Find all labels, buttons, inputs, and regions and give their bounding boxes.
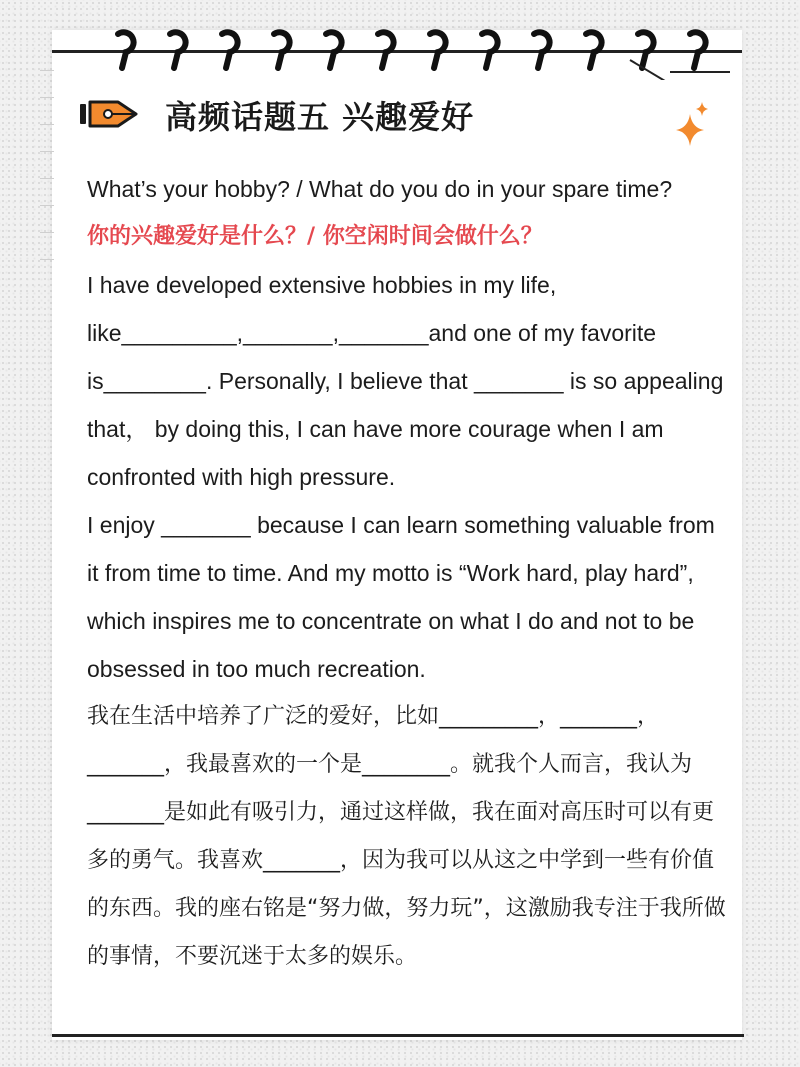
answer-english-paragraph-2: I enjoy _______ because I can learn something valuable from it from time to time. And my motto is “Work hard, play hard”, which inspires me to concentrate on what I do and not to be obsessed in too much recreation. (87, 512, 715, 682)
question-english: What’s your hobby? / What do you do in your spare time? (87, 176, 673, 202)
essay-content (87, 165, 727, 981)
torn-corner (560, 20, 740, 80)
pen-nib-icon (78, 96, 142, 132)
question-chinese: 你的兴趣爱好是什么？/ 你空闲时间会做什么？ (87, 224, 543, 249)
margin-ticks (40, 70, 54, 310)
page-title: 高频话题五 兴趣爱好 (165, 98, 475, 136)
answer-chinese-paragraph: 我在生活中培养了广泛的爱好，比如_________，_______，_______，我最喜欢的一个是________。就我个人而言，我认为_______是如此有吸引力，通过这样做，我在面对高压时可以有更多的勇气。我喜欢_______，因为我可以从这之中学到一些有价值的东西。我的座右铭是“努力做，努力玩”，这激励我专注于我所做的事情，不要沉迷于太多的娱乐。 (87, 704, 726, 969)
sparkle-icon (672, 100, 712, 148)
answer-english-paragraph-1: I have developed extensive hobbies in my life, like_________,_______,_______and one of my favorite is________. Personally, I believe that _______ is so appealing that， by doing this, I can have more courage when I am confronted with high pressure. (87, 272, 724, 490)
bottom-rule (52, 1034, 744, 1037)
